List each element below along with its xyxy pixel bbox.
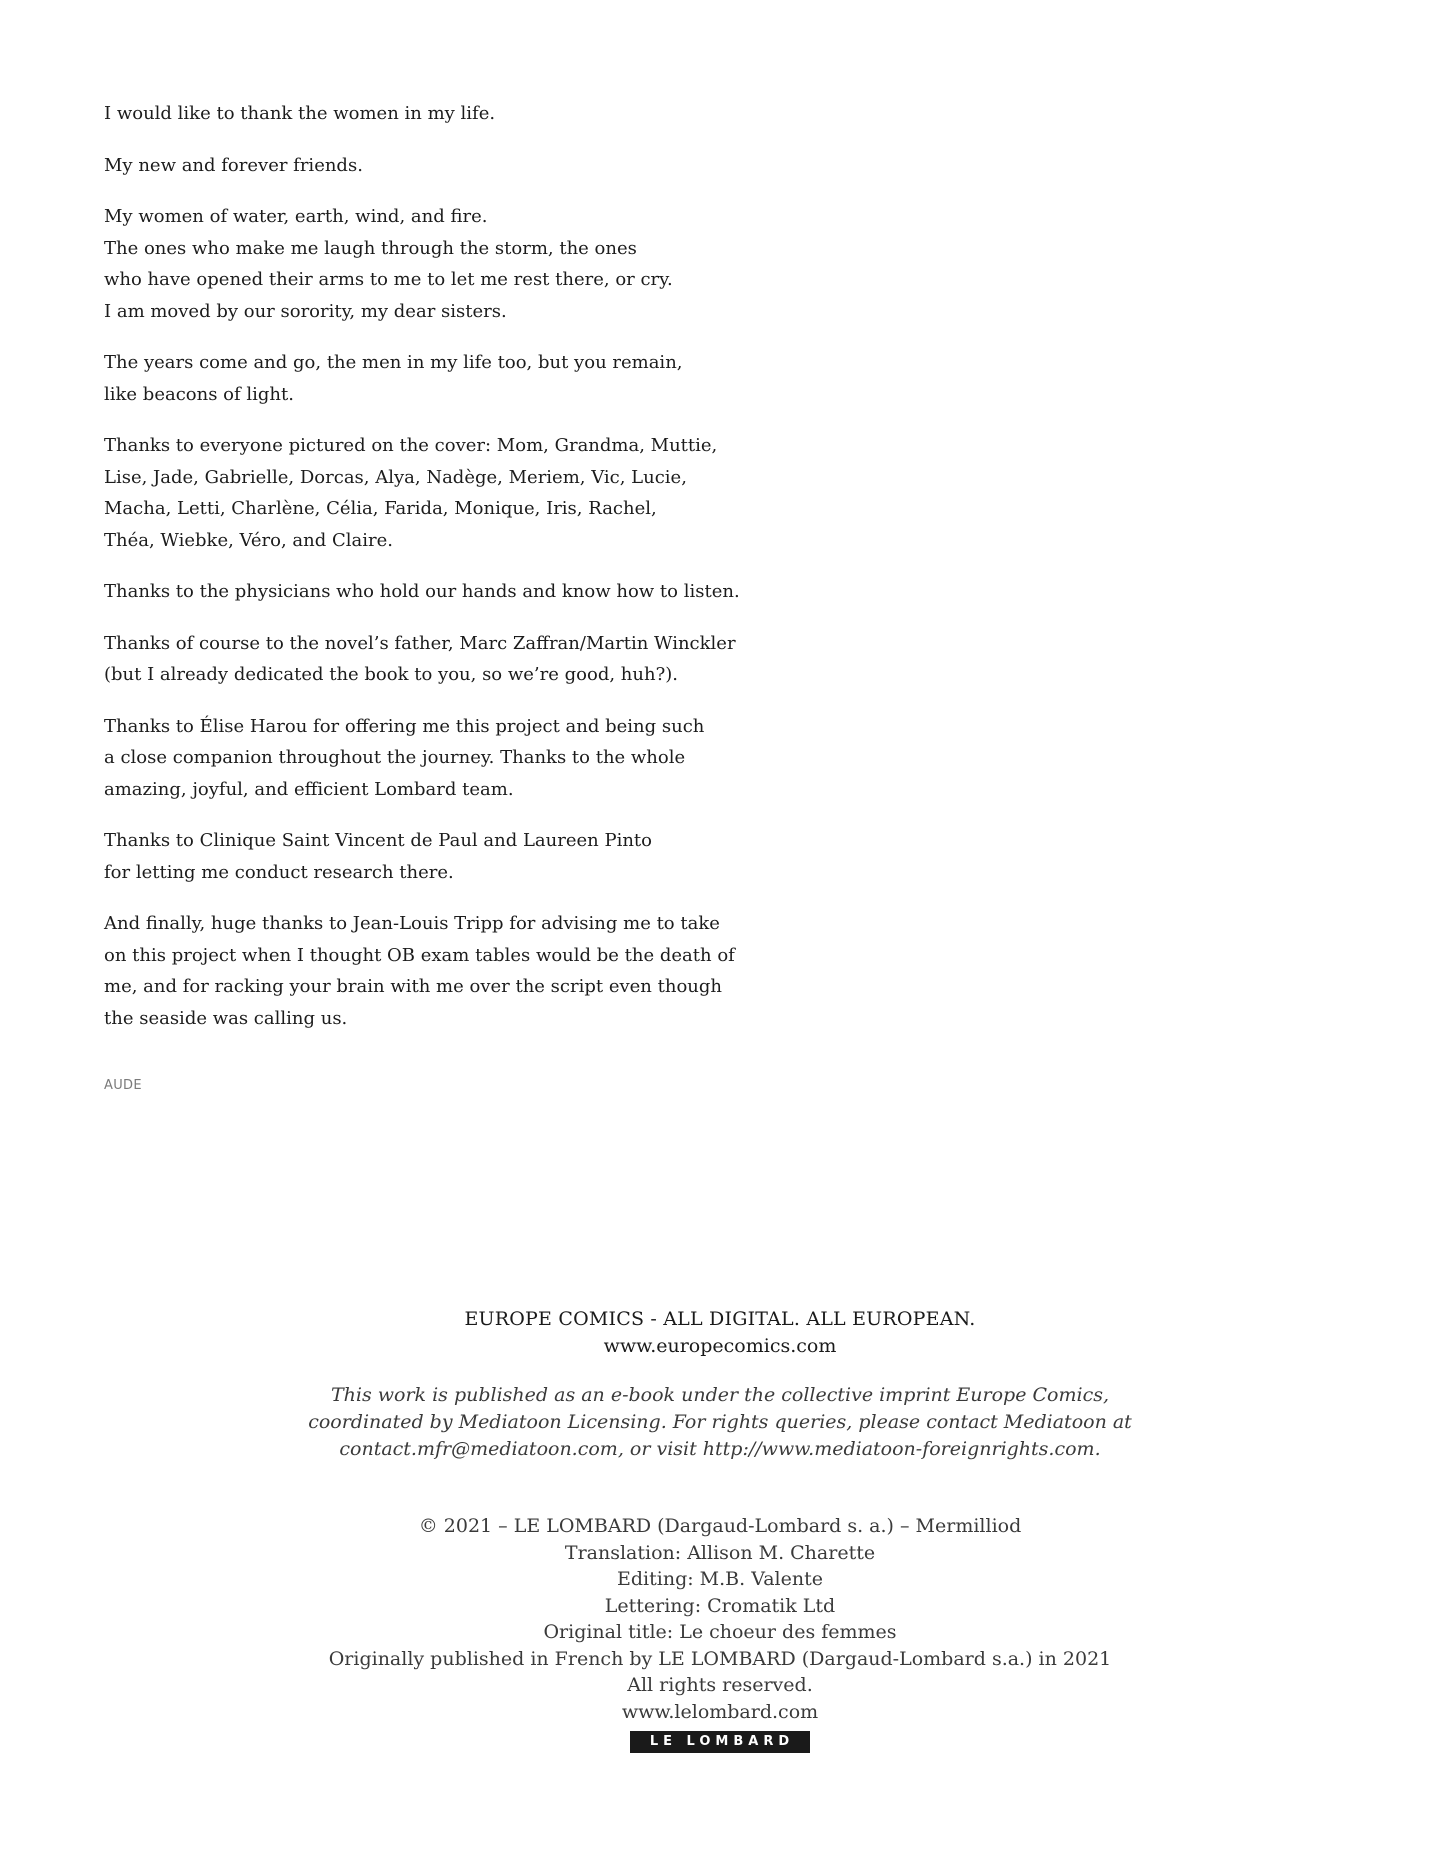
acknowledgment-line: like beacons of light. xyxy=(104,383,294,405)
acknowledgment-paragraph xyxy=(104,98,824,130)
translation-credit: Translation: Allison M. Charette xyxy=(564,1541,876,1564)
acknowledgment-line: amazing, joyful, and efficient Lombard team. xyxy=(104,778,514,800)
acknowledgment-paragraph xyxy=(104,908,824,1034)
acknowledgment-line: My new and forever friends. xyxy=(104,154,363,176)
logo-container xyxy=(0,1731,1440,1753)
publisher-website: www.europecomics.com xyxy=(603,1335,837,1357)
acknowledgment-line: who have opened their arms to me to let me rest there, or cry. xyxy=(104,269,673,290)
acknowledgments-text xyxy=(104,98,824,1054)
rights-reserved: All rights reserved. xyxy=(627,1674,813,1696)
acknowledgment-paragraph xyxy=(104,628,824,691)
acknowledgment-line: for letting me conduct research there. xyxy=(104,861,454,883)
acknowledgment-paragraph xyxy=(104,347,824,410)
acknowledgment-line: The ones who make me laugh through the storm, the ones xyxy=(104,237,637,259)
acknowledgment-line: Thanks to everyone pictured on the cover: Mom, Grandma, Muttie, xyxy=(104,435,718,456)
acknowledgment-line: Thanks to Élise Harou for offering me this project and being such xyxy=(104,715,705,737)
acknowledgment-paragraph xyxy=(104,576,824,608)
acknowledgment-paragraph xyxy=(104,711,824,806)
acknowledgment-line: Thanks to Clinique Saint Vincent de Paul and Laureen Pinto xyxy=(104,830,652,851)
imprint-line: coordinated by Mediatoon Licensing. For rights queries, please contact Mediatoon at xyxy=(308,1411,1132,1433)
author-signature: AUDE xyxy=(104,1078,142,1093)
acknowledgment-line: And finally, huge thanks to Jean-Louis Tripp for advising me to take xyxy=(104,913,720,934)
acknowledgment-paragraph xyxy=(104,825,824,888)
lombard-website: www.lelombard.com xyxy=(621,1700,819,1723)
lettering-credit: Lettering: Cromatik Ltd xyxy=(604,1594,836,1617)
acknowledgment-line: Théa, Wiebke, Véro, and Claire. xyxy=(104,529,393,551)
acknowledgment-line: (but I already dedicated the book to you, so we’re good, huh?). xyxy=(104,664,678,685)
credits-block xyxy=(0,1513,1440,1725)
acknowledgment-line: Thanks to the physicians who hold our hands and know how to listen. xyxy=(104,581,740,602)
acknowledgment-line: I am moved by our sorority, my dear sisters. xyxy=(104,300,507,322)
acknowledgment-line: Macha, Letti, Charlène, Célia, Farida, Monique, Iris, Rachel, xyxy=(104,498,657,519)
acknowledgment-line: I would like to thank the women in my life. xyxy=(104,103,496,124)
acknowledgment-line: a close companion throughout the journey. Thanks to the whole xyxy=(104,747,686,768)
le-lombard-logo: LE LOMBARD xyxy=(630,1731,810,1753)
colophon xyxy=(0,1306,1440,1753)
acknowledgment-paragraph xyxy=(104,201,824,327)
editing-credit: Editing: M.B. Valente xyxy=(617,1568,823,1590)
imprint-notice xyxy=(0,1382,1440,1463)
acknowledgment-line: Lise, Jade, Gabrielle, Dorcas, Alya, Nadège, Meriem, Vic, Lucie, xyxy=(104,466,687,488)
acknowledgment-line: My women of water, earth, wind, and fire. xyxy=(104,206,488,227)
original-publication: Originally published in French by LE LOMBARD (Dargaud-Lombard s.a.) in 2021 xyxy=(328,1647,1112,1670)
original-title: Original title: Le choeur des femmes xyxy=(543,1621,897,1643)
acknowledgment-paragraph xyxy=(104,430,824,556)
imprint-line: contact.mfr@mediatoon.com, or visit http://www.mediatoon-foreignrights.com. xyxy=(339,1438,1101,1460)
acknowledgment-line: me, and for racking your brain with me over the script even though xyxy=(104,976,722,997)
imprint-line: This work is published as an e-book under the collective imprint Europe Comics, xyxy=(330,1384,1110,1406)
acknowledgment-line: Thanks of course to the novel’s father, Marc Zaffran/Martin Winckler xyxy=(104,632,736,654)
acknowledgment-line: The years come and go, the men in my life too, but you remain, xyxy=(104,352,683,373)
acknowledgment-line: the seaside was calling us. xyxy=(104,1007,348,1029)
acknowledgment-paragraph xyxy=(104,150,824,182)
acknowledgment-line: on this project when I thought OB exam tables would be the death of xyxy=(104,944,735,966)
publisher-tagline: EUROPE COMICS - ALL DIGITAL. ALL EUROPEAN. xyxy=(464,1308,976,1330)
copyright-line: © 2021 – LE LOMBARD (Dargaud-Lombard s. a.) – Mermilliod xyxy=(418,1515,1022,1537)
